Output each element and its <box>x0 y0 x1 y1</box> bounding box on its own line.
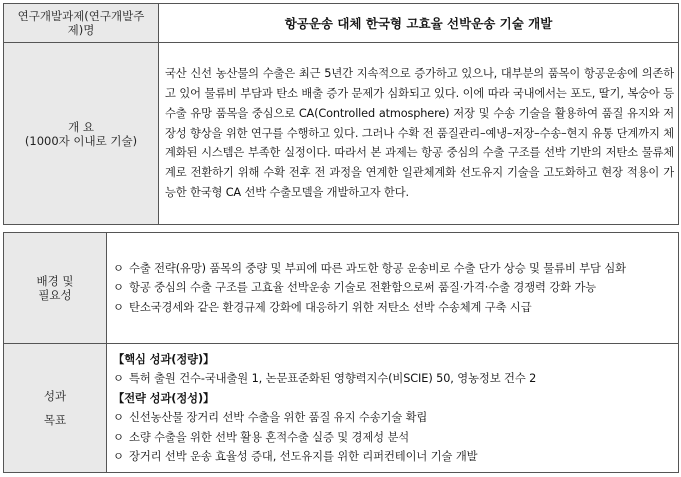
detail-table <box>3 232 679 473</box>
qual-goal-heading: 【전략 성과(정성)】 <box>113 391 215 405</box>
goal-label <box>4 344 107 473</box>
background-item-text: 탄소국경세와 같은 환경규제 강화에 대응하기 위한 저탄소 선박 수송체계 구축 시급 <box>129 300 532 314</box>
list-item <box>113 298 672 318</box>
quant-goal-heading: 【핵심 성과(정량)】 <box>113 352 215 366</box>
bullet-icon: ㅇ <box>113 281 124 295</box>
background-item-text: 항공 중심의 수출 구조를 고효율 선박운송 기술로 전환함으로써 품질·가격·수출 경쟁력 강화 가능 <box>129 281 597 295</box>
list-item <box>113 408 672 428</box>
list-item <box>113 428 672 448</box>
bullet-icon: ㅇ <box>113 450 124 463</box>
list-item <box>113 259 672 279</box>
project-title-label-text: 연구개발과제(연구개발주제)명 <box>17 9 145 37</box>
background-item-text: 수출 전략(유망) 품목의 중량 및 부피에 따른 과도한 항공 운송비로 수출 단가 상승 및 물류비 부담 심화 <box>129 261 626 275</box>
summary-text: 국산 신선 농산물의 수출은 최근 5년간 지속적으로 증가하고 있으나, 대부분의 품목이 항공운송에 의존하고 있어 물류비 부담과 탄소 배출 증가 문제가 심화되고 있다. 이에 따라 국내에서는 포도, 딸기, 복숭아 등 수출 유망 품목을 중심으로 CA(Controlled atmosphere) 저장 및 수송 기술을 활용하여 품질 유지와 저장성 향상을 위한 연구를 수행하고 있다. 그러나 수확 전 품질관리–예냉–저장–수송–현지 유통 단계까지 체계화된 시스템은 부족한 실정이다. 따라서 본 과제는 항공 중심의 수출 구조를 선박 기반의 저탄소 물류체계로 전환하기 위해 수확 전후 전 과정을 연계한 일관체계화 선도유지 기술을 고도화하고 현장 적용이 가능한 한국형 CA 선박 수출모델을 개발하고자 한다. <box>159 43 679 225</box>
project-table <box>3 3 679 225</box>
bullet-icon: ㅇ <box>113 430 124 444</box>
summary-label-text: 개 요 (1000자 이내로 기술) <box>24 119 138 148</box>
background-list <box>107 233 679 344</box>
bullet-icon: ㅇ <box>113 261 124 275</box>
qual-goal-item-text: 장거리 선박 운송 효율성 증대, 선도유지를 위한 리퍼컨테이너 기술 개발 <box>129 450 478 463</box>
project-title-label <box>4 4 159 43</box>
background-label <box>4 233 107 344</box>
list-item <box>113 278 672 298</box>
list-item <box>113 369 672 389</box>
bullet-icon: ㅇ <box>113 411 124 424</box>
background-label-text: 배경 및 필요성 <box>36 274 74 302</box>
quant-goal-item-text: 특허 출원 건수-국내출원 1, 논문표준화된 영향력지수(비SCIE) 50, 영농정보 건수 2 <box>129 372 537 385</box>
summary-label <box>4 43 159 225</box>
goal-label-text: 성과 목표 <box>43 389 67 427</box>
list-item <box>113 447 672 467</box>
goal-list <box>107 344 679 473</box>
bullet-icon: ㅇ <box>113 372 124 385</box>
bullet-icon: ㅇ <box>113 300 124 314</box>
qual-goal-item-text: 신선농산물 장거리 선박 수출을 위한 품질 유지 수송기술 확립 <box>129 411 428 424</box>
project-title-value: 항공운송 대체 한국형 고효율 선박운송 기술 개발 <box>159 4 679 43</box>
qual-goal-item-text: 소량 수출을 위한 선박 활용 혼적수출 실증 및 경제성 분석 <box>129 430 410 444</box>
